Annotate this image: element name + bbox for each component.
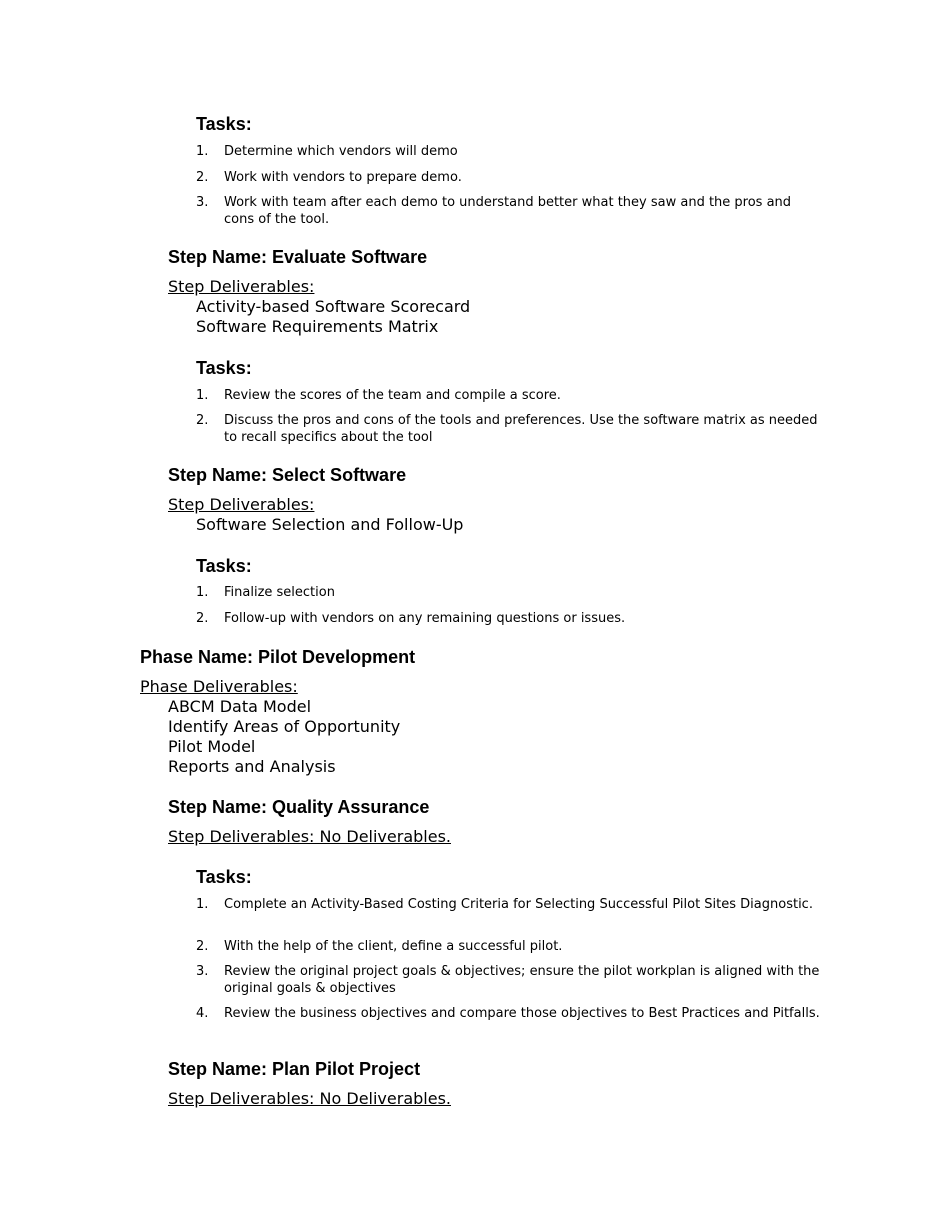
task-text: Follow-up with vendors on any remaining questions or issues. — [224, 611, 626, 626]
task-number: 4. — [196, 1006, 209, 1021]
step-name-select-software: Step Name: Select Software — [168, 465, 407, 485]
step-deliverables-label: Step Deliverables: No Deliverables. — [168, 827, 451, 846]
task-text: Work with team after each demo to understand better what they saw and the pros and cons of the tool. — [224, 195, 792, 227]
deliverable-item: Reports and Analysis — [168, 757, 336, 776]
task-number: 2. — [196, 939, 209, 954]
deliverable-item: Pilot Model — [168, 737, 256, 756]
deliverable-item: ABCM Data Model — [168, 697, 312, 716]
task-text: Review the original project goals & objectives; ensure the pilot workplan is aligned with the original goals & objectives — [224, 964, 820, 996]
step-deliverables-label: Step Deliverables: No Deliverables. — [168, 1089, 451, 1108]
step-deliverables-label: Step Deliverables: — [168, 277, 315, 296]
task-text: Complete an Activity-Based Costing Criteria for Selecting Successful Pilot Sites Diagnostic. — [224, 897, 813, 912]
tasks-heading: Tasks: — [196, 114, 252, 134]
deliverable-item: Identify Areas of Opportunity — [168, 717, 401, 736]
step-name-quality-assurance: Step Name: Quality Assurance — [168, 797, 430, 817]
tasks-heading: Tasks: — [196, 867, 252, 887]
task-number: 2. — [196, 170, 209, 185]
task-text: Work with vendors to prepare demo. — [224, 170, 462, 185]
task-text: With the help of the client, define a successful pilot. — [224, 939, 563, 954]
task-text: Finalize selection — [224, 585, 335, 600]
deliverable-item: Activity-based Software Scorecard — [196, 297, 471, 316]
tasks-heading: Tasks: — [196, 556, 252, 576]
tasks-heading: Tasks: — [196, 358, 252, 378]
step-deliverables-label: Step Deliverables: — [168, 495, 315, 514]
step-name-evaluate-software: Step Name: Evaluate Software — [168, 247, 428, 267]
task-text: Determine which vendors will demo — [224, 144, 458, 159]
task-number: 3. — [196, 964, 209, 979]
task-number: 2. — [196, 611, 209, 626]
task-number: 2. — [196, 413, 209, 428]
deliverable-item: Software Requirements Matrix — [196, 317, 439, 336]
phase-name-pilot-development: Phase Name: Pilot Development — [140, 647, 416, 667]
task-number: 3. — [196, 195, 209, 210]
task-text: Review the scores of the team and compile a score. — [224, 388, 561, 403]
task-text: Discuss the pros and cons of the tools and preferences. Use the software matrix as needed to recall specifics about the tool — [224, 413, 818, 445]
task-text: Review the business objectives and compare those objectives to Best Practices and Pitfalls. — [224, 1006, 820, 1021]
step-name-plan-pilot-project: Step Name: Plan Pilot Project — [168, 1059, 421, 1079]
task-number: 1. — [196, 388, 209, 403]
phase-deliverables-label: Phase Deliverables: — [140, 677, 298, 696]
task-number: 1. — [196, 144, 209, 159]
deliverable-item: Software Selection and Follow-Up — [196, 515, 464, 534]
task-number: 1. — [196, 585, 209, 600]
task-number: 1. — [196, 897, 209, 912]
